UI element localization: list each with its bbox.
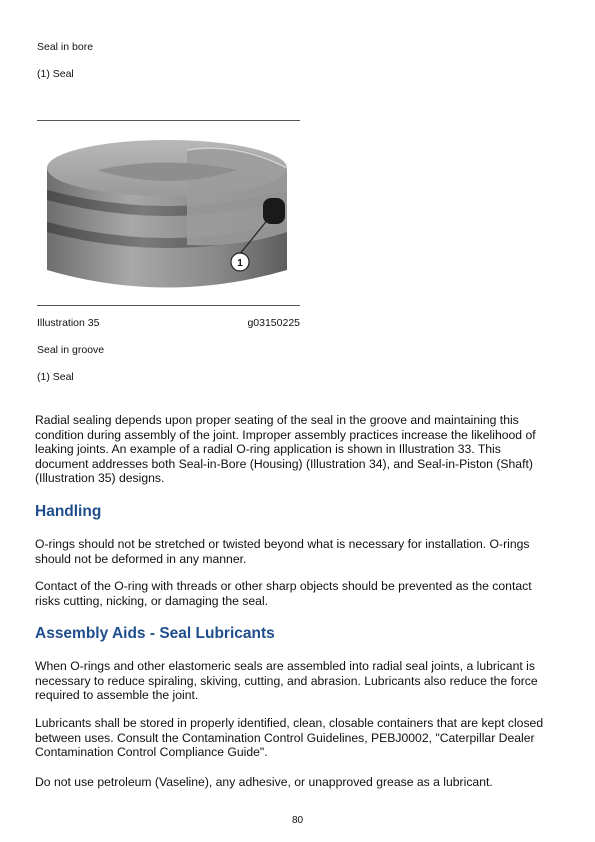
figure-top-rule bbox=[37, 120, 300, 121]
caption-title-groove: Seal in groove bbox=[37, 344, 105, 356]
caption-item-groove: (1) Seal bbox=[37, 371, 74, 383]
piston-seal-drawing bbox=[37, 130, 300, 296]
seal-in-groove-illustration bbox=[37, 130, 300, 296]
seal-cross-section bbox=[263, 198, 285, 224]
image-reference: g03150225 bbox=[247, 317, 300, 329]
paragraph-radial-sealing: Radial sealing depends upon proper seating of the seal in the groove and maintaining this condition during assembly of the joint. Improper assembly practices increase the likelihood of leaking joints. An example of a radial O-ring application is shown in Illustration 33. This document addresses both Seal-in-Bore (Housing) (Illustration 34), and Seal-in-Piston (Shaft) (Illustration 35) designs. bbox=[35, 413, 536, 486]
page-number: 80 bbox=[291, 815, 304, 826]
paragraph-no-petroleum: Do not use petroleum (Vaseline), any adhesive, or unapproved grease as a lubricant. bbox=[35, 775, 493, 789]
heading-assembly-aids: Assembly Aids - Seal Lubricants bbox=[35, 625, 275, 642]
caption-item-bore: (1) Seal bbox=[37, 68, 74, 80]
callout-number: 1 bbox=[237, 258, 243, 269]
caption-title-bore: Seal in bore bbox=[37, 41, 94, 53]
figure-bottom-rule bbox=[37, 305, 300, 306]
cutaway-section bbox=[187, 147, 287, 245]
paragraph-lubricant-needed: When O-rings and other elastomeric seals are assembled into radial seal joints, a lubricant is necessary to reduce spiraling, skiving, cutting, and abrasion. Lubricants also reduce the force required to assemble the joint. bbox=[35, 659, 538, 703]
heading-handling: Handling bbox=[35, 503, 102, 520]
paragraph-orings-stretch: O-rings should not be stretched or twisted beyond what is necessary for installation. O-rings should not be deformed in any manner. bbox=[35, 537, 530, 566]
paragraph-contact-threads: Contact of the O-ring with threads or other sharp objects should be prevented as the contact risks cutting, nicking, or damaging the seal. bbox=[35, 579, 532, 608]
illustration-label: Illustration 35 bbox=[37, 317, 100, 329]
paragraph-lubricant-storage: Lubricants shall be stored in properly identified, clean, closable containers that are kept closed between uses. Consult the Contamination Control Guidelines, PEBJ0002, "Caterpillar Dealer Contamination Control Compliance Guide". bbox=[35, 716, 544, 760]
